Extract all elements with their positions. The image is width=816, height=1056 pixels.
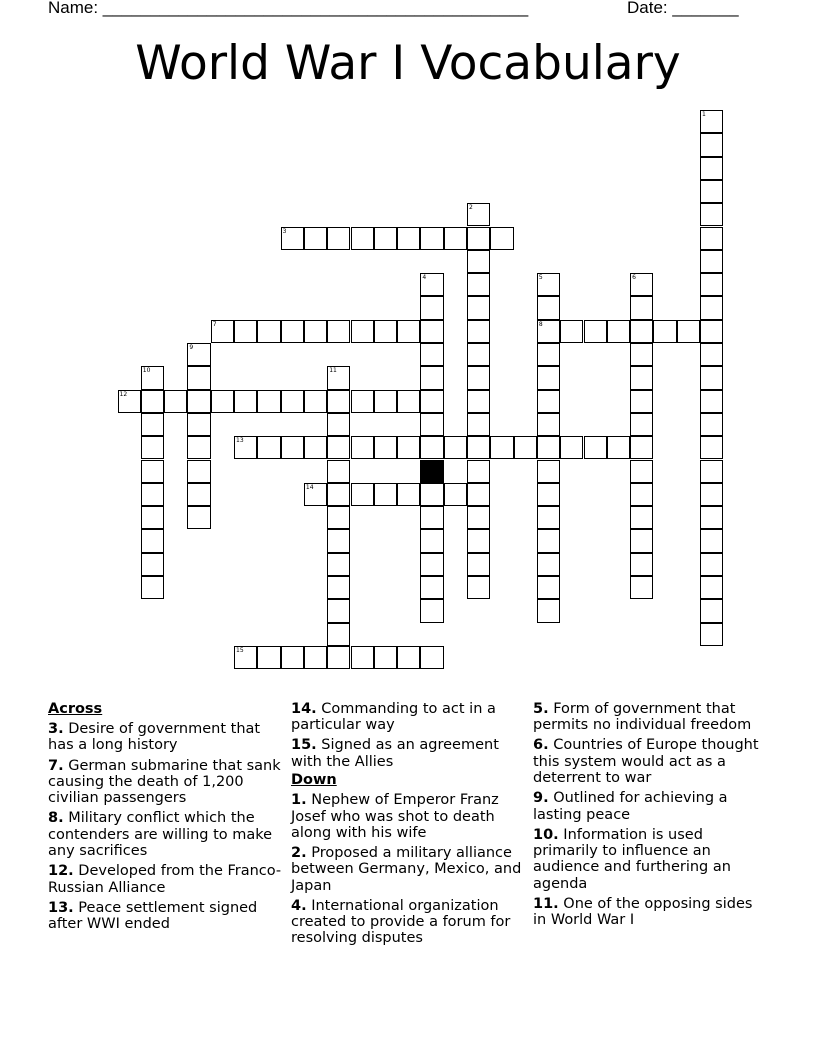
page-title: World War I Vocabulary bbox=[135, 36, 681, 91]
grid-cell[interactable] bbox=[537, 296, 560, 319]
grid-cell[interactable] bbox=[234, 320, 257, 343]
grid-cell[interactable] bbox=[327, 390, 350, 413]
grid-cell[interactable] bbox=[327, 576, 350, 599]
grid-cell[interactable] bbox=[700, 483, 723, 506]
black-cell bbox=[420, 460, 443, 483]
grid-cell[interactable] bbox=[700, 413, 723, 436]
grid-cell[interactable] bbox=[630, 460, 653, 483]
clue-down-6: 6. Countries of Europe thought this system would act as a deterrent to war bbox=[533, 737, 759, 787]
grid-cell[interactable] bbox=[537, 576, 560, 599]
grid-cell[interactable] bbox=[630, 436, 653, 459]
grid-cell[interactable] bbox=[351, 390, 374, 413]
grid-cell[interactable] bbox=[700, 436, 723, 459]
grid-cell[interactable] bbox=[653, 320, 676, 343]
grid-cell[interactable] bbox=[700, 157, 723, 180]
grid-cell[interactable] bbox=[327, 413, 350, 436]
grid-cell[interactable] bbox=[351, 483, 374, 506]
grid-cell[interactable] bbox=[630, 390, 653, 413]
grid-cell[interactable] bbox=[700, 273, 723, 296]
grid-cell[interactable] bbox=[700, 227, 723, 250]
grid-cell[interactable] bbox=[327, 366, 350, 389]
grid-cell[interactable] bbox=[397, 390, 420, 413]
grid-cell[interactable] bbox=[397, 483, 420, 506]
grid-cell[interactable] bbox=[420, 506, 443, 529]
grid-cell[interactable] bbox=[141, 553, 164, 576]
grid-cell[interactable] bbox=[630, 553, 653, 576]
grid-cell[interactable] bbox=[700, 576, 723, 599]
grid-cell[interactable] bbox=[467, 576, 490, 599]
grid-cell[interactable] bbox=[467, 227, 490, 250]
grid-cell[interactable] bbox=[374, 436, 397, 459]
grid-cell[interactable] bbox=[537, 460, 560, 483]
grid-cell[interactable] bbox=[700, 390, 723, 413]
grid-cell[interactable] bbox=[420, 553, 443, 576]
grid-cell[interactable] bbox=[700, 250, 723, 273]
grid-cell[interactable] bbox=[327, 623, 350, 646]
grid-cell[interactable] bbox=[141, 436, 164, 459]
grid-cell[interactable] bbox=[467, 343, 490, 366]
grid-cell[interactable] bbox=[351, 320, 374, 343]
grid-cell[interactable] bbox=[630, 366, 653, 389]
clue-down-10: 10. Information is used primarily to influence an audience and furthering an agenda bbox=[533, 826, 731, 892]
grid-cell[interactable] bbox=[420, 227, 443, 250]
grid-cell[interactable] bbox=[467, 413, 490, 436]
grid-cell[interactable] bbox=[234, 436, 257, 459]
grid-cell[interactable] bbox=[490, 227, 513, 250]
grid-cell[interactable] bbox=[420, 436, 443, 459]
clues-column-3 bbox=[533, 701, 769, 928]
grid-cell[interactable] bbox=[537, 390, 560, 413]
grid-cell[interactable] bbox=[141, 506, 164, 529]
grid-cell[interactable] bbox=[467, 203, 490, 226]
grid-cell[interactable] bbox=[327, 553, 350, 576]
grid-cell[interactable] bbox=[630, 576, 653, 599]
grid-cell[interactable] bbox=[467, 529, 490, 552]
grid-cell[interactable] bbox=[374, 320, 397, 343]
grid-cell[interactable] bbox=[467, 436, 490, 459]
grid-cell[interactable] bbox=[537, 506, 560, 529]
grid-cell[interactable] bbox=[397, 227, 420, 250]
grid-cell[interactable] bbox=[537, 366, 560, 389]
grid-cell[interactable] bbox=[677, 320, 700, 343]
grid-cell[interactable] bbox=[700, 366, 723, 389]
grid-cell[interactable] bbox=[537, 343, 560, 366]
grid-cell[interactable] bbox=[537, 553, 560, 576]
clue-down-1: 1. Nephew of Emperor Franz Josef who was shot to death along with his wife bbox=[291, 792, 499, 841]
grid-cell[interactable] bbox=[467, 250, 490, 273]
grid-cell[interactable] bbox=[187, 506, 210, 529]
grid-cell[interactable] bbox=[187, 460, 210, 483]
clue-down-9: 9. Outlined for achieving a lasting peace bbox=[533, 790, 728, 823]
clue-down-11: 11. One of the opposing sides in World War I bbox=[533, 895, 753, 929]
grid-cell[interactable] bbox=[467, 366, 490, 389]
grid-cell[interactable] bbox=[234, 646, 257, 669]
grid-cell[interactable] bbox=[374, 390, 397, 413]
grid-cell[interactable] bbox=[327, 506, 350, 529]
grid-cell[interactable] bbox=[700, 296, 723, 319]
cell-number: 4 bbox=[422, 274, 427, 282]
grid-cell[interactable] bbox=[420, 576, 443, 599]
grid-cell[interactable] bbox=[187, 343, 210, 366]
grid-cell[interactable] bbox=[187, 413, 210, 436]
grid-cell[interactable] bbox=[397, 436, 420, 459]
grid-cell[interactable] bbox=[327, 227, 350, 250]
grid-cell[interactable] bbox=[141, 576, 164, 599]
grid-cell[interactable] bbox=[700, 599, 723, 622]
grid-cell[interactable] bbox=[490, 436, 513, 459]
grid-cell[interactable] bbox=[467, 320, 490, 343]
cell-number: 3 bbox=[282, 227, 287, 235]
grid-cell[interactable] bbox=[304, 320, 327, 343]
grid-cell[interactable] bbox=[700, 623, 723, 646]
grid-cell[interactable] bbox=[397, 320, 420, 343]
grid-cell[interactable] bbox=[537, 413, 560, 436]
grid-cell[interactable] bbox=[420, 343, 443, 366]
grid-cell[interactable] bbox=[304, 483, 327, 506]
grid-cell[interactable] bbox=[397, 646, 420, 669]
grid-cell[interactable] bbox=[607, 436, 630, 459]
grid-cell[interactable] bbox=[700, 460, 723, 483]
grid-cell[interactable] bbox=[141, 366, 164, 389]
grid-cell[interactable] bbox=[537, 483, 560, 506]
grid-cell[interactable] bbox=[327, 460, 350, 483]
grid-cell[interactable] bbox=[584, 320, 607, 343]
grid-cell[interactable] bbox=[351, 436, 374, 459]
cell-number: 14 bbox=[305, 483, 314, 491]
cell-number: 11 bbox=[329, 367, 337, 375]
grid-cell[interactable] bbox=[281, 320, 304, 343]
grid-cell[interactable] bbox=[351, 227, 374, 250]
cell-number: 8 bbox=[538, 320, 543, 328]
grid-cell[interactable] bbox=[537, 436, 560, 459]
grid-cell[interactable] bbox=[420, 273, 443, 296]
date-field: Date: _______ bbox=[627, 0, 739, 17]
down-heading: Down bbox=[291, 772, 337, 789]
grid-cell[interactable] bbox=[700, 133, 723, 156]
clue-across-7: 7. German submarine that sank causing the death of 1,200 civilian passengers bbox=[48, 757, 281, 807]
grid-cell[interactable] bbox=[420, 296, 443, 319]
grid-cell[interactable] bbox=[630, 343, 653, 366]
grid-cell[interactable] bbox=[630, 529, 653, 552]
grid-cell[interactable] bbox=[187, 436, 210, 459]
clue-down-5: 5. Form of government that permits no individual freedom bbox=[533, 701, 752, 734]
clue-across-13: 13. Peace settlement signed after WWI ended bbox=[48, 899, 258, 933]
grid-cell[interactable] bbox=[630, 506, 653, 529]
grid-cell[interactable] bbox=[304, 646, 327, 669]
grid-cell[interactable] bbox=[420, 529, 443, 552]
grid-cell[interactable] bbox=[211, 320, 234, 343]
cell-number: 12 bbox=[119, 390, 128, 398]
grid-cell[interactable] bbox=[420, 366, 443, 389]
grid-cell[interactable] bbox=[700, 343, 723, 366]
grid-cell[interactable] bbox=[444, 436, 467, 459]
cell-number: 5 bbox=[538, 274, 543, 282]
grid-cell[interactable] bbox=[607, 320, 630, 343]
grid-cell[interactable] bbox=[141, 413, 164, 436]
grid-cell[interactable] bbox=[420, 599, 443, 622]
grid-cell[interactable] bbox=[444, 227, 467, 250]
grid-cell[interactable] bbox=[537, 599, 560, 622]
grid-cell[interactable] bbox=[420, 390, 443, 413]
grid-cell[interactable] bbox=[420, 320, 443, 343]
grid-cell[interactable] bbox=[560, 320, 583, 343]
grid-cell[interactable] bbox=[187, 483, 210, 506]
grid-cell[interactable] bbox=[257, 320, 280, 343]
grid-cell[interactable] bbox=[420, 646, 443, 669]
grid-cell[interactable] bbox=[257, 390, 280, 413]
grid-cell[interactable] bbox=[304, 390, 327, 413]
grid-cell[interactable] bbox=[700, 529, 723, 552]
grid-cell[interactable] bbox=[327, 483, 350, 506]
grid-cell[interactable] bbox=[630, 296, 653, 319]
grid-cell[interactable] bbox=[467, 390, 490, 413]
grid-cell[interactable] bbox=[351, 646, 374, 669]
grid-cell[interactable] bbox=[327, 320, 350, 343]
cell-number: 13 bbox=[236, 437, 244, 445]
grid-cell[interactable] bbox=[164, 390, 187, 413]
grid-cell[interactable] bbox=[700, 506, 723, 529]
grid-cell[interactable] bbox=[118, 390, 141, 413]
grid-cell[interactable] bbox=[234, 390, 257, 413]
grid-cell[interactable] bbox=[537, 320, 560, 343]
grid-cell[interactable] bbox=[584, 436, 607, 459]
grid-cell[interactable] bbox=[467, 273, 490, 296]
grid-cell[interactable] bbox=[444, 483, 467, 506]
grid-cell[interactable] bbox=[700, 203, 723, 226]
grid-cell[interactable] bbox=[700, 110, 723, 133]
grid-cell[interactable] bbox=[211, 390, 234, 413]
grid-cell[interactable] bbox=[420, 413, 443, 436]
grid-cell[interactable] bbox=[537, 529, 560, 552]
grid-cell[interactable] bbox=[327, 646, 350, 669]
grid-cell[interactable] bbox=[281, 227, 304, 250]
cell-number: 1 bbox=[702, 111, 706, 118]
cell-number: 7 bbox=[212, 320, 217, 328]
clue-across-15: 15. Signed as an agreement with the Allies bbox=[291, 737, 499, 770]
grid-cell[interactable] bbox=[467, 506, 490, 529]
clues-column-1 bbox=[48, 701, 284, 932]
grid-cell[interactable] bbox=[187, 366, 210, 389]
grid-cell[interactable] bbox=[374, 646, 397, 669]
grid-cell[interactable] bbox=[304, 227, 327, 250]
clue-across-14: 14. Commanding to act in a particular way bbox=[291, 701, 496, 734]
name-field: Name: _____________________________________________ bbox=[48, 0, 529, 17]
grid-cell[interactable] bbox=[304, 436, 327, 459]
grid-cell[interactable] bbox=[141, 460, 164, 483]
clue-across-3: 3. Desire of government that has a long history bbox=[48, 721, 261, 754]
grid-cell[interactable] bbox=[281, 436, 304, 459]
grid-cell[interactable] bbox=[141, 483, 164, 506]
cell-number: 15 bbox=[236, 646, 244, 654]
grid-cell[interactable] bbox=[560, 436, 583, 459]
grid-cell[interactable] bbox=[257, 436, 280, 459]
grid-cell[interactable] bbox=[420, 483, 443, 506]
grid-cell[interactable] bbox=[327, 529, 350, 552]
grid-cell[interactable] bbox=[141, 390, 164, 413]
grid-cell[interactable] bbox=[327, 599, 350, 622]
grid-cell[interactable] bbox=[374, 227, 397, 250]
grid-cell[interactable] bbox=[537, 273, 560, 296]
grid-cell[interactable] bbox=[374, 483, 397, 506]
grid-cell[interactable] bbox=[281, 390, 304, 413]
cell-number: 2 bbox=[469, 204, 473, 212]
grid-cell[interactable] bbox=[467, 296, 490, 319]
cell-number: 10 bbox=[142, 367, 151, 375]
grid-cell[interactable] bbox=[281, 646, 304, 669]
clue-across-12: 12. Developed from the Franco-Russian Alliance bbox=[48, 863, 282, 896]
cell-number: 6 bbox=[632, 274, 636, 282]
grid-cell[interactable] bbox=[467, 553, 490, 576]
grid-cell[interactable] bbox=[630, 273, 653, 296]
grid-cell[interactable] bbox=[630, 320, 653, 343]
grid-cell[interactable] bbox=[467, 483, 490, 506]
clues-column-2 bbox=[291, 701, 527, 947]
grid-cell[interactable] bbox=[514, 436, 537, 459]
grid-cell[interactable] bbox=[467, 460, 490, 483]
grid-cell[interactable] bbox=[257, 646, 280, 669]
clue-across-8: 8. Military conflict which the contenders are willing to make any sacrifices bbox=[48, 810, 273, 860]
grid-cell[interactable] bbox=[700, 320, 723, 343]
grid-cell[interactable] bbox=[700, 180, 723, 203]
grid-cell[interactable] bbox=[187, 390, 210, 413]
clue-down-4: 4. International organization created to provide a forum for resolving disputes bbox=[291, 897, 511, 947]
clue-down-2: 2. Proposed a military alliance between Germany, Mexico, and Japan bbox=[291, 845, 522, 894]
grid-cell[interactable] bbox=[327, 436, 350, 459]
grid-cell[interactable] bbox=[630, 483, 653, 506]
grid-cell[interactable] bbox=[630, 413, 653, 436]
grid-cell[interactable] bbox=[700, 553, 723, 576]
across-heading: Across bbox=[48, 701, 103, 717]
cell-number: 9 bbox=[189, 344, 194, 351]
grid-cell[interactable] bbox=[141, 529, 164, 552]
